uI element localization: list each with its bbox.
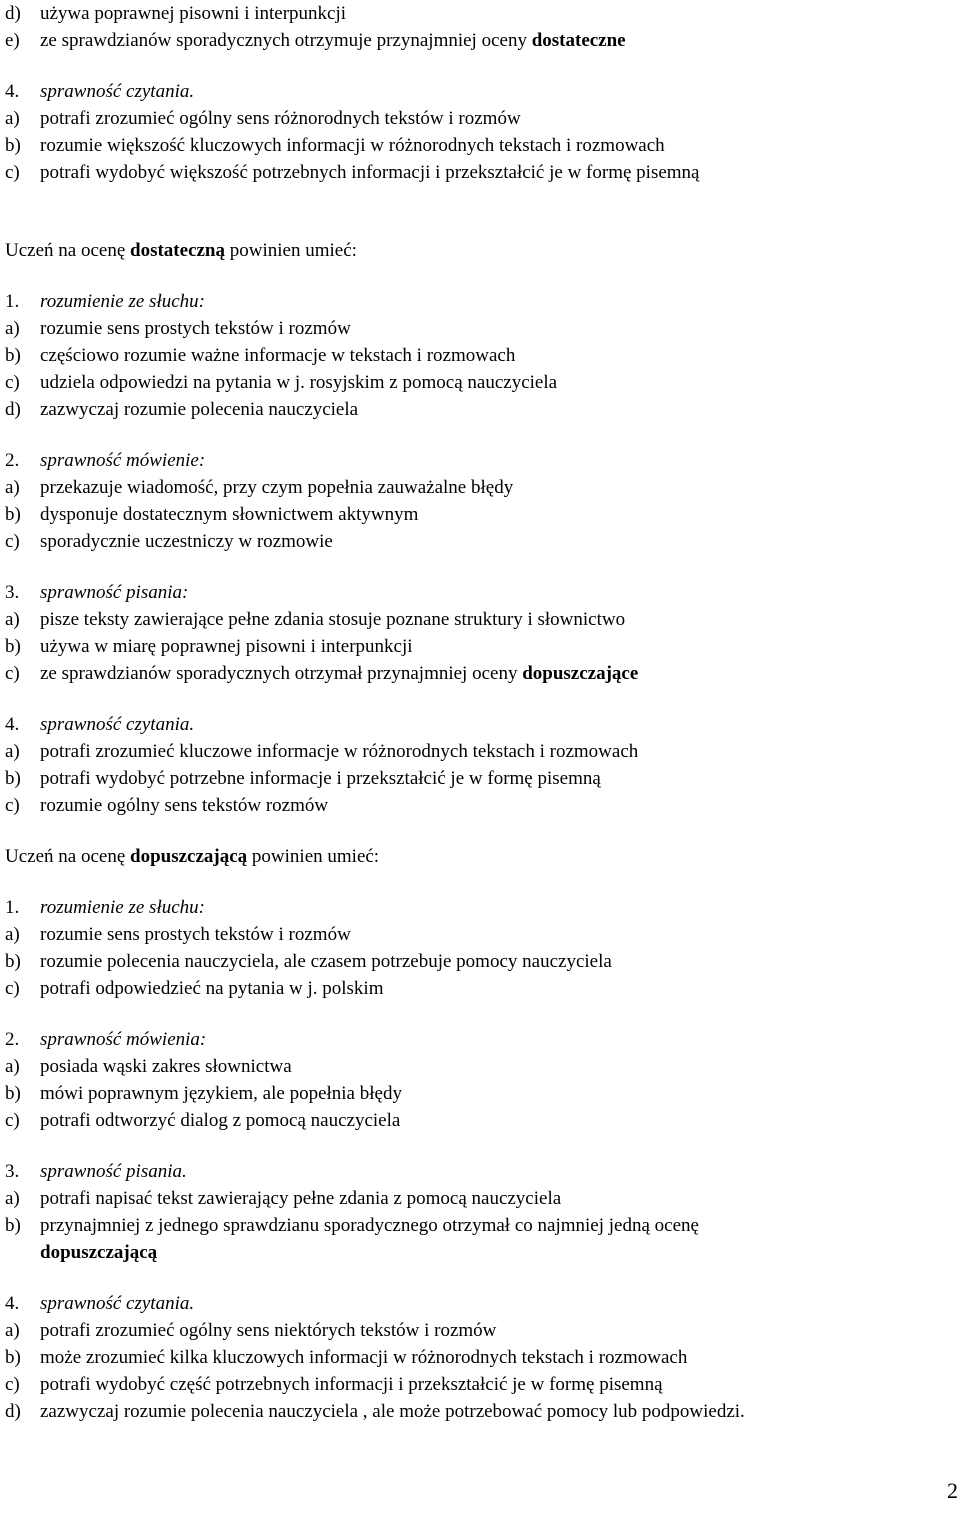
- item-text: potrafi zrozumieć ogólny sens różnorodnych tekstów i rozmów: [40, 108, 521, 129]
- section-title: sprawność czytania.: [40, 81, 195, 102]
- item-marker: b): [5, 504, 21, 525]
- item-marker: b): [5, 1215, 21, 1236]
- item-marker: c): [5, 795, 20, 816]
- section-number: 2.: [5, 450, 20, 471]
- section-heading: [5, 78, 950, 105]
- list-item: [5, 921, 950, 948]
- list-item: [5, 1317, 950, 1344]
- item-marker: b): [5, 636, 21, 657]
- item-marker: d): [5, 399, 21, 420]
- item-marker: a): [5, 108, 20, 129]
- item-marker: a): [5, 609, 20, 630]
- section-number: 3.: [5, 582, 20, 603]
- item-text: posiada wąski zakres słownictwa: [40, 1056, 292, 1077]
- item-marker: b): [5, 345, 21, 366]
- list-item: [5, 501, 950, 528]
- section-number: 4.: [5, 714, 20, 735]
- item-text: sporadycznie uczestniczy w rozmowie: [40, 531, 333, 552]
- item-marker: b): [5, 768, 21, 789]
- item-text: ze sprawdzianów sporadycznych otrzymuje przynajmniej oceny dostateczne: [40, 30, 626, 51]
- item-text: przekazuje wiadomość, przy czym popełnia zauważalne błędy: [40, 477, 514, 498]
- item-text: rozumie większość kluczowych informacji w różnorodnych tekstach i rozmowach: [40, 135, 665, 156]
- item-marker: d): [5, 3, 21, 24]
- item-text: ze sprawdzianów sporadycznych otrzymał przynajmniej oceny dopuszczające: [40, 663, 639, 684]
- list-item: [5, 1185, 950, 1212]
- item-marker: b): [5, 1083, 21, 1104]
- section-number: 3.: [5, 1161, 20, 1182]
- item-marker: c): [5, 372, 20, 393]
- list-item: [5, 0, 950, 27]
- list-item: [5, 1080, 950, 1107]
- list-item: [5, 396, 950, 423]
- section-heading: [5, 447, 950, 474]
- section-listening: [5, 288, 950, 423]
- item-text: potrafi zrozumieć ogólny sens niektórych tekstów i rozmów: [40, 1320, 497, 1341]
- item-marker: b): [5, 1347, 21, 1368]
- section-writing: [5, 1158, 950, 1266]
- list-item: [5, 660, 950, 687]
- section-title: sprawność pisania.: [40, 1161, 187, 1182]
- item-marker: a): [5, 318, 20, 339]
- item-text: pisze teksty zawierające pełne zdania stosuje poznane struktury i słownictwo: [40, 609, 626, 630]
- section-reading: [5, 711, 950, 819]
- list-item: [5, 105, 950, 132]
- section-reading-top: [5, 78, 950, 186]
- list-item: [5, 159, 950, 186]
- section-heading: [5, 894, 950, 921]
- section-title: rozumienie ze słuchu:: [40, 291, 205, 312]
- item-marker: a): [5, 924, 20, 945]
- list-item: [5, 1398, 950, 1425]
- section-heading: [5, 1158, 950, 1185]
- list-item: [5, 1371, 950, 1398]
- item-text: częściowo rozumie ważne informacje w tekstach i rozmowach: [40, 345, 516, 366]
- item-marker: a): [5, 1056, 20, 1077]
- item-marker: c): [5, 978, 20, 999]
- section-title: sprawność mówienia:: [40, 1029, 207, 1050]
- document-page: [5, 0, 950, 1425]
- list-item: [5, 1107, 950, 1134]
- item-text: potrafi wydobyć większość potrzebnych informacji i przekształcić je w formę pisemną: [40, 162, 700, 183]
- section-title: sprawność czytania.: [40, 1293, 195, 1314]
- list-item: [5, 369, 950, 396]
- list-item: [5, 132, 950, 159]
- section-reading: [5, 1290, 950, 1425]
- grade-intro-dostateczna: Uczeń na ocenę dostateczną powinien umieć:: [5, 240, 357, 261]
- section-number: 2.: [5, 1029, 20, 1050]
- grade-intro-dopuszczajaca: Uczeń na ocenę dopuszczającą powinien umieć:: [5, 846, 380, 867]
- section-title: sprawność pisania:: [40, 582, 189, 603]
- item-text: udziela odpowiedzi na pytania w j. rosyjskim z pomocą nauczyciela: [40, 372, 558, 393]
- list-item: [5, 633, 950, 660]
- item-marker: d): [5, 1401, 21, 1422]
- list-item: [5, 1344, 950, 1371]
- continued-list: [5, 0, 950, 54]
- item-marker: a): [5, 477, 20, 498]
- item-text: zazwyczaj rozumie polecenia nauczyciela , ale może potrzebować pomocy lub podpowiedzi.: [40, 1401, 745, 1422]
- list-item: [5, 528, 950, 555]
- item-marker: a): [5, 1188, 20, 1209]
- section-number: 4.: [5, 1293, 20, 1314]
- bold-grade: dostateczne: [531, 30, 626, 51]
- section-listening: [5, 894, 950, 1002]
- list-item: [5, 606, 950, 633]
- section-heading: [5, 288, 950, 315]
- section-heading: [5, 1026, 950, 1053]
- section-number: 4.: [5, 81, 20, 102]
- list-item: [5, 315, 950, 342]
- item-marker: a): [5, 1320, 20, 1341]
- list-item-continuation: [5, 1239, 950, 1266]
- list-item: [5, 1212, 950, 1239]
- item-text: potrafi wydobyć część potrzebnych informacji i przekształcić je w formę pisemną: [40, 1374, 663, 1395]
- section-title: sprawność mówienie:: [40, 450, 206, 471]
- section-heading: [5, 579, 950, 606]
- item-text: zazwyczaj rozumie polecenia nauczyciela: [40, 399, 359, 420]
- list-item: [5, 27, 950, 54]
- item-text: rozumie ogólny sens tekstów rozmów: [40, 795, 329, 816]
- list-item: [5, 975, 950, 1002]
- item-marker: c): [5, 1374, 20, 1395]
- section-speaking: [5, 447, 950, 555]
- section-number: 1.: [5, 291, 20, 312]
- item-text: może zrozumieć kilka kluczowych informacji w różnorodnych tekstach i rozmowach: [40, 1347, 688, 1368]
- bold-grade: dopuszczającą: [40, 1242, 158, 1263]
- item-marker: e): [5, 30, 20, 51]
- item-text: używa poprawnej pisowni i interpunkcji: [40, 3, 347, 24]
- section-heading: [5, 1290, 950, 1317]
- item-marker: a): [5, 741, 20, 762]
- item-text: potrafi napisać tekst zawierający pełne zdania z pomocą nauczyciela: [40, 1188, 562, 1209]
- item-text: przynajmniej z jednego sprawdzianu sporadycznego otrzymał co najmniej jedną ocenę: [40, 1215, 699, 1236]
- item-text: potrafi zrozumieć kluczowe informacje w różnorodnych tekstach i rozmowach: [40, 741, 639, 762]
- item-text: używa w miarę poprawnej pisowni i interpunkcji: [40, 636, 413, 657]
- section-speaking: [5, 1026, 950, 1134]
- list-item: [5, 792, 950, 819]
- grade-name: dopuszczającą: [130, 846, 248, 867]
- item-marker: b): [5, 135, 21, 156]
- section-writing: [5, 579, 950, 687]
- section-number: 1.: [5, 897, 20, 918]
- item-text: dysponuje dostatecznym słownictwem aktywnym: [40, 504, 419, 525]
- item-marker: c): [5, 531, 20, 552]
- item-text: mówi poprawnym językiem, ale popełnia błędy: [40, 1083, 402, 1104]
- item-text: rozumie sens prostych tekstów i rozmów: [40, 924, 351, 945]
- section-heading: [5, 711, 950, 738]
- list-item: [5, 1053, 950, 1080]
- bold-grade: dopuszczające: [522, 663, 639, 684]
- page-number: 2: [947, 1478, 958, 1503]
- grade-name: dostateczną: [130, 240, 225, 261]
- section-title: sprawność czytania.: [40, 714, 195, 735]
- item-text: rozumie polecenia nauczyciela, ale czasem potrzebuje pomocy nauczyciela: [40, 951, 612, 972]
- list-item: [5, 948, 950, 975]
- item-marker: c): [5, 663, 20, 684]
- item-text: rozumie sens prostych tekstów i rozmów: [40, 318, 351, 339]
- list-item: [5, 474, 950, 501]
- item-marker: c): [5, 162, 20, 183]
- list-item: [5, 765, 950, 792]
- list-item: [5, 738, 950, 765]
- item-marker: c): [5, 1110, 20, 1131]
- item-text: potrafi odtworzyć dialog z pomocą nauczyciela: [40, 1110, 401, 1131]
- item-marker: b): [5, 951, 21, 972]
- item-text: potrafi wydobyć potrzebne informacje i przekształcić je w formę pisemną: [40, 768, 601, 789]
- list-item: [5, 342, 950, 369]
- section-title: rozumienie ze słuchu:: [40, 897, 205, 918]
- item-text: potrafi odpowiedzieć na pytania w j. polskim: [40, 978, 384, 999]
